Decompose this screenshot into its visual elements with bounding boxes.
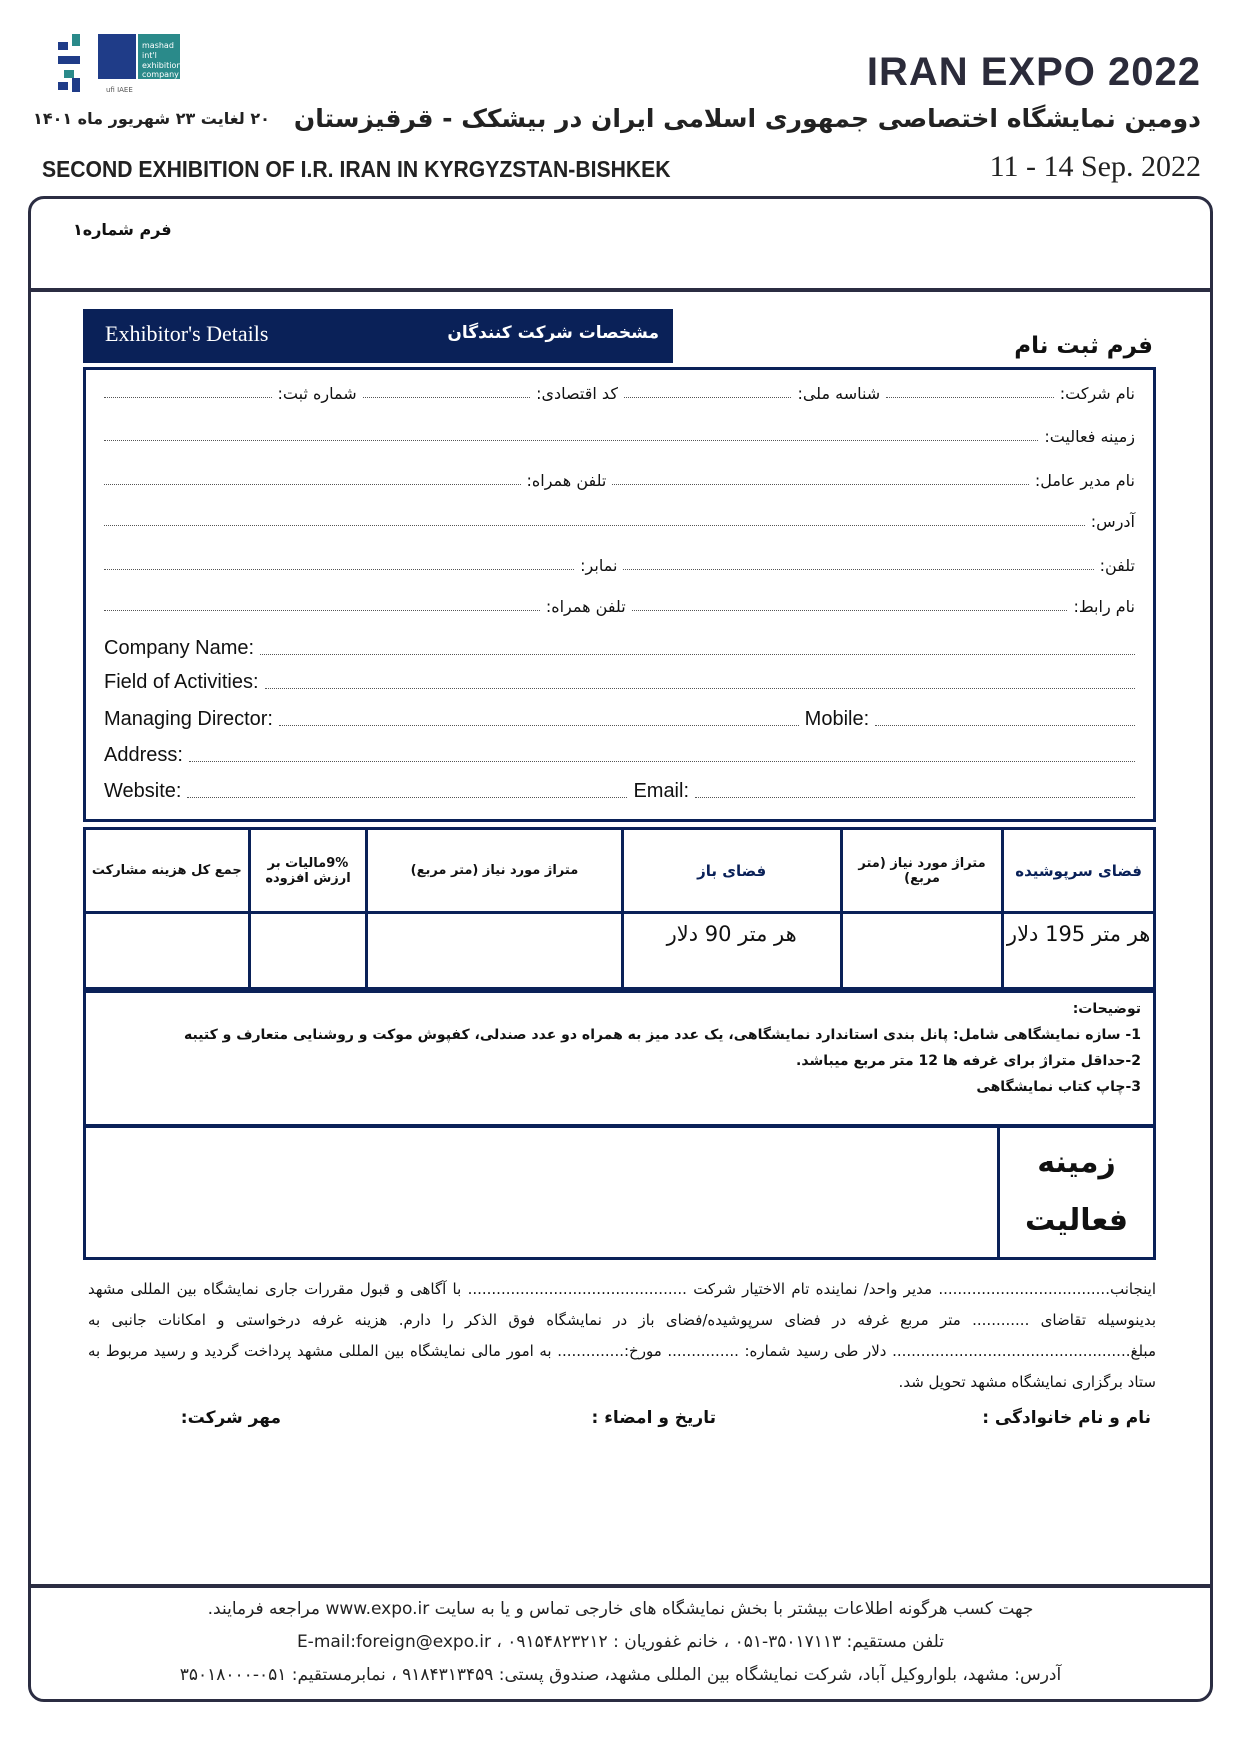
field-row: [104, 744, 1135, 767]
signature-date: تاریخ و امضاء :: [591, 1408, 716, 1428]
banner-en: Exhibitor's Details: [105, 321, 269, 346]
footer-line: آدرس: مشهد، بلواروکیل آباد، شرکت نمایشگاه بین المللی مشهد، صندوق پستی: ۹۱۸۴۳۱۳۴۵۹ ، نمابرمستقیم: ۰۵۱-۳۵۰۱۸۰۰۰: [179, 1665, 1062, 1685]
declaration-text: اینجانب.................................... مدیر واحد/ نماینده تام الاختیار شرکت .............................................. با آگاهی و قبول مقررات جاری نمایشگاه بین المللی مشهد بدینوسیله تقاضای ............ متر مربع غرفه در فضای سرپوشیده/فضای باز در نمایشگاه فوق الذکر را دارم. هزینه غرفه درخواستی و امکانات جانبی به مبلغ.................................................. دلار طی رسید شماره: ............... مورخ:.............. به امور مالی نمایشگاه بین المللی مشهد پرداخت گردید و رسید مربوط به ستاد برگزاری نمایشگاه مشهد تحویل شد.: [88, 1280, 1156, 1391]
svg-text:int'l: int'l: [142, 51, 157, 60]
footer: [28, 1596, 1213, 1689]
field-row: [104, 384, 1135, 403]
field-label: زمینه فعالیت:: [1044, 427, 1135, 446]
notes-section: [83, 987, 1156, 1127]
covered-price: هر متر 195 دلار: [1003, 913, 1155, 992]
field-label: Company Name:: [104, 637, 255, 659]
footer-divider: [28, 1584, 1213, 1588]
field-label: نام شرکت:: [1059, 384, 1135, 403]
field-row: [104, 671, 1135, 694]
registration-title: فرم ثبت نام: [1014, 333, 1153, 359]
exhibitor-details-box: [83, 367, 1156, 822]
header-vat: 9%مالیات بر ارزش افزوده: [249, 829, 367, 913]
activity-zone-box[interactable]: [83, 1127, 1156, 1260]
registration-number-field[interactable]: [104, 397, 272, 398]
field-label: کد اقتصادی:: [536, 384, 618, 403]
signature-name: نام و نام خانوادگی :: [982, 1408, 1151, 1428]
national-id-field[interactable]: [624, 397, 792, 398]
contact-mobile-field[interactable]: [104, 610, 540, 611]
economic-code-field[interactable]: [363, 397, 531, 398]
expo-title: IRAN EXPO 2022: [866, 50, 1201, 94]
field-row: [104, 780, 1135, 803]
field-row: [104, 637, 1135, 660]
field-of-activities-field[interactable]: [265, 688, 1135, 689]
mobile-field[interactable]: [875, 725, 1135, 726]
persian-header-line: [33, 104, 1201, 133]
persian-title: دومین نمایشگاه اختصاصی جمهوری اسلامی ایران در بیشکک - قرقیزستان: [293, 104, 1201, 133]
company-name-fa-field[interactable]: [886, 397, 1054, 398]
field-row: [104, 512, 1135, 531]
price-table: [83, 827, 1156, 993]
form-number: فرم شماره۱: [73, 220, 172, 239]
lower-form-section: [83, 987, 1156, 1438]
field-label: Managing Director:: [104, 708, 273, 730]
field-label: شماره ثبت:: [277, 384, 357, 403]
svg-text:company: company: [142, 70, 179, 79]
english-date: 11 - 14 Sep. 2022: [989, 150, 1201, 183]
company-stamp: مهر شرکت:: [180, 1408, 281, 1428]
ceo-name-field[interactable]: [612, 484, 1029, 485]
section-banner: [83, 309, 673, 363]
footer-line: تلفن مستقیم: ۳۵۰۱۷۱۱۳-۰۵۱ ، خانم غفوریان : ۰۹۱۵۴۸۲۳۲۱۲ ، E-mail:foreign@expo.ir: [296, 1632, 945, 1652]
field-label: نام رابط:: [1073, 597, 1135, 616]
managing-director-field[interactable]: [279, 725, 799, 726]
vat-input[interactable]: [249, 913, 367, 992]
field-label: تلفن:: [1099, 556, 1135, 575]
address-field[interactable]: [189, 761, 1135, 762]
email-field[interactable]: [695, 797, 1135, 798]
field-row: [104, 427, 1135, 446]
company-name-field[interactable]: [260, 654, 1135, 655]
total-input[interactable]: [85, 913, 250, 992]
svg-text:exhibition: exhibition: [142, 61, 182, 70]
note-item: 3-چاپ کتاب نمایشگاهی: [976, 1079, 1141, 1095]
fax-field[interactable]: [104, 569, 574, 570]
svg-text:mashad: mashad: [142, 41, 174, 50]
table-row: [85, 913, 1155, 992]
activity-zone-label: زمینه فعالیت: [997, 1128, 1153, 1257]
ceo-mobile-field[interactable]: [104, 484, 521, 485]
field-row: [104, 556, 1135, 575]
field-label: Address:: [104, 744, 183, 766]
field-label: Mobile:: [804, 708, 870, 730]
english-title: SECOND EXHIBITION OF I.R. IRAN IN KYRGYZSTAN-BISHKEK: [42, 156, 671, 182]
notes-title: توضیحات:: [1072, 1001, 1141, 1017]
open-price: هر متر 90 دلار: [622, 913, 841, 992]
covered-area-input[interactable]: [841, 913, 1003, 992]
address-fa-field[interactable]: [104, 525, 1085, 526]
field-label: Website:: [104, 780, 182, 802]
note-item: 1- سازه نمایشگاهی شامل: پانل بندی استاندارد نمایشگاهی، یک عدد میز به همراه دو عدد صندلی، کفپوش موکت و روشنایی متعارف و کتیبه: [184, 1027, 1141, 1043]
field-label: Field of Activities:: [104, 671, 259, 693]
phone-field[interactable]: [623, 569, 1093, 570]
signature-row: [83, 1408, 1156, 1438]
banner-fa: مشخصات شرکت کنندگان: [447, 323, 659, 343]
header-open-area: متراژ مورد نیاز (متر مربع): [367, 829, 622, 913]
website-field[interactable]: [187, 797, 627, 798]
field-label: تلفن همراه:: [526, 471, 607, 490]
header-covered-area: متراژ مورد نیاز (متر مربع): [841, 829, 1003, 913]
field-row: [104, 471, 1135, 490]
note-item: 2-حداقل متراژ برای غرفه ها 12 متر مربع میباشد.: [796, 1053, 1141, 1069]
header-total: جمع کل هزینه مشارکت: [85, 829, 250, 913]
field-label: شناسه ملی:: [797, 384, 881, 403]
field-label: تلفن همراه:: [545, 597, 626, 616]
persian-date: ۲۰ لغایت ۲۳ شهریور ماه ۱۴۰۱: [33, 109, 270, 128]
company-logo: [58, 34, 208, 96]
open-area-input[interactable]: [367, 913, 622, 992]
field-label: نام مدیر عامل:: [1034, 471, 1135, 490]
footer-line: جهت کسب هرگونه اطلاعات بیشتر با بخش نمایشگاه های خارجی تماس و یا به سایت www.expo.ir مراجعه فرمایند.: [207, 1599, 1034, 1619]
divider: [28, 288, 1213, 292]
field-label: نمابر:: [580, 556, 618, 575]
field-label: Email:: [633, 780, 690, 802]
svg-text:ufi IAEE: ufi IAEE: [106, 86, 133, 94]
field-row: [104, 597, 1135, 616]
field-label: آدرس:: [1090, 512, 1135, 531]
activity-field-fa[interactable]: [104, 440, 1038, 441]
table-header-row: [85, 829, 1155, 913]
field-row: [104, 708, 1135, 731]
header-covered-space: فضای سرپوشیده: [1003, 829, 1155, 913]
contact-name-field[interactable]: [632, 610, 1068, 611]
header-open-space: فضای باز: [622, 829, 841, 913]
